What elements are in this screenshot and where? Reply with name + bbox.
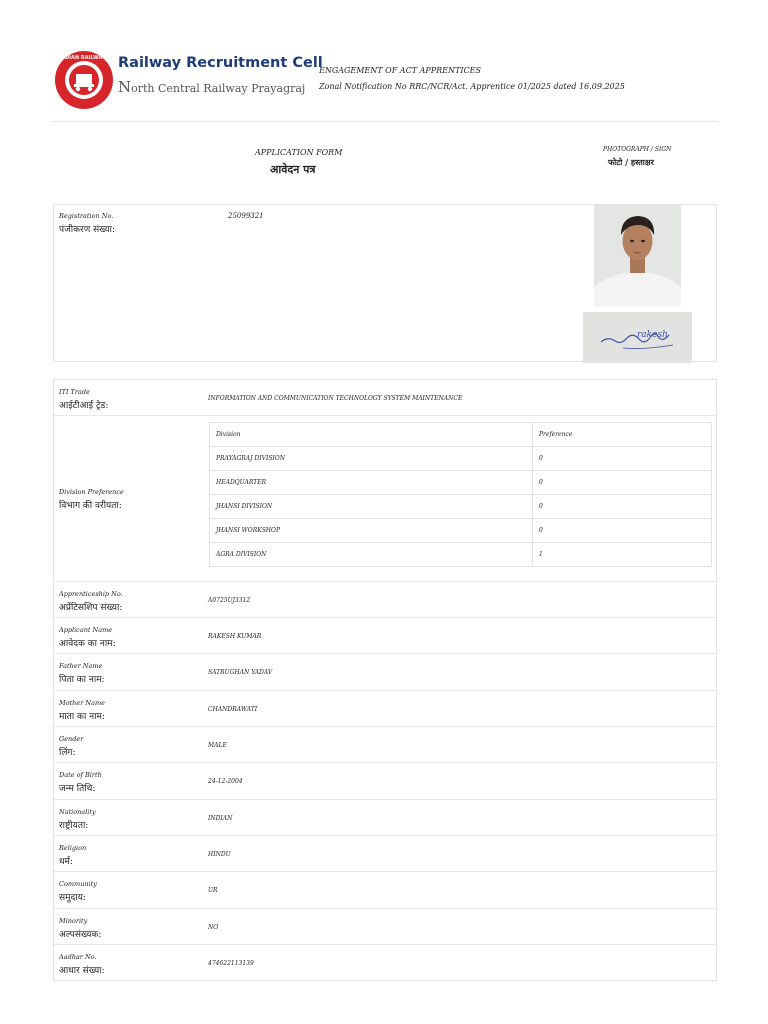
cell-subtitle: North Central Railway Prayagraj: [118, 78, 306, 96]
field-row-nationality: Nationality राष्ट्रीयता: INDIAN: [54, 800, 716, 836]
cell-title: Railway Recruitment Cell: [118, 55, 323, 71]
svg-text:INDIAN RAILWAYS: INDIAN RAILWAYS: [58, 55, 110, 61]
field-row-religion: Religion धर्म: HINDU: [54, 836, 716, 872]
table-row: JHANSI DIVISION 0: [210, 495, 712, 519]
table-header-row: Division Preference: [210, 423, 712, 447]
form-title-en: APPLICATION FORM: [255, 148, 343, 157]
iti-trade-row: ITI Trade आईटीआई ट्रेड: INFORMATION AND COMMUNICATION TECHNOLOGY SYSTEM MAINTENANCE: [54, 380, 716, 416]
registration-value: 25099321: [228, 212, 264, 220]
notice-title: ENGAGEMENT OF ACT APPRENTICES: [319, 66, 481, 75]
field-row-community: Community समुदाय: UR: [54, 872, 716, 909]
table-row: AGRA DIVISION 1: [210, 543, 712, 567]
division-preference-table: [209, 422, 712, 567]
table-row: HEADQUARTER 0: [210, 471, 712, 495]
notification-number: Zonal Notification No RRC/NCR/Act. Apprentice 01/2025 dated 16.09.2025: [319, 82, 625, 91]
field-row-minority: Minority अल्पसंख्यक: NO: [54, 909, 716, 945]
registration-label: Registration No. पंजीकरण संख्या:: [59, 212, 116, 235]
photo-sign-label-hi: फोटो / हस्ताक्षर: [608, 157, 654, 167]
header: [52, 48, 718, 112]
table-row: JHANSI WORKSHOP 0: [210, 519, 712, 543]
field-row-aadhar-no: Aadhar No. आधार संख्या: 474622113139: [59, 953, 254, 976]
iti-trade-value: INFORMATION AND COMMUNICATION TECHNOLOGY SYSTEM MAINTENANCE: [208, 395, 463, 402]
indian-railways-logo: [54, 50, 114, 110]
field-row-apprenticeship-no: Apprenticeship No. अप्रेंटिसशिप संख्या: A0725UJ3312: [54, 582, 716, 618]
division-preference-row: Division Preference विभाग की वरीयता:: [54, 416, 716, 582]
svg-text:rakesh: rakesh: [637, 330, 668, 340]
applicant-signature: [583, 312, 692, 363]
photo-sign-label-en: PHOTOGRAPH / SIGN: [603, 146, 672, 153]
field-row-date-of-birth: Date of Birth जन्म तिथि: 24-12-2004: [54, 763, 716, 800]
field-row-father-name: Father Name पिता का नाम: SATRUGHAN YADAV: [54, 654, 716, 691]
field-row-applicant-name: Applicant Name आवेदक का नाम: RAKESH KUMAR: [54, 618, 716, 654]
field-row-gender: Gender लिंग: MALE: [54, 727, 716, 763]
table-row: PRAYAGRAJ DIVISION 0: [210, 447, 712, 471]
applicant-photo: [594, 205, 681, 307]
application-details: [53, 379, 717, 981]
form-title-hi: आवेदन पत्र: [270, 163, 316, 176]
header-divider: [52, 121, 718, 122]
field-row-mother-name: Mother Name माता का नाम: CHANDRAWATI: [54, 691, 716, 727]
